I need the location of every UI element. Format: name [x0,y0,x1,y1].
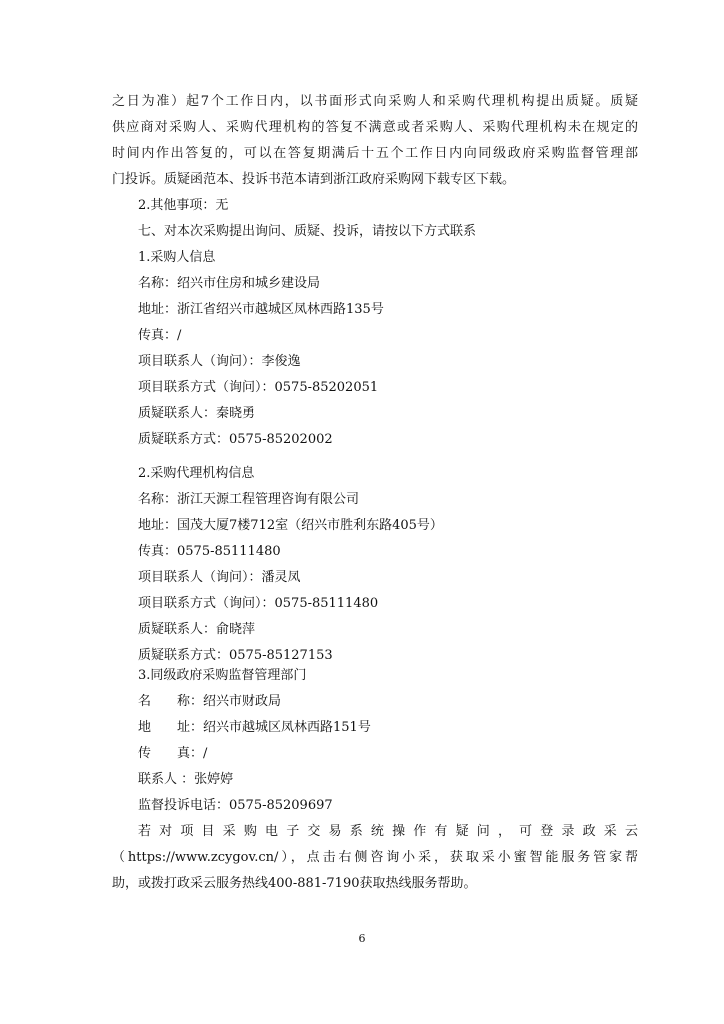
other-matters: 2.其他事项：无 [138,198,229,213]
purchaser-project-contact: 项目联系人（询问）：李俊逸 [138,354,301,369]
agency-complaint-contact: 质疑联系人：俞晓萍 [138,622,256,637]
closing-line-3: 助，或拨打政采云服务热线400-881-7190获取热线服务帮助。 [112,876,477,891]
paragraph-line-1: 之日为准）起7个工作日内，以书面形式向采购人和采购代理机构提出质疑。质疑 [112,94,638,109]
supervisor-contact: 联系人 ：张婷婷 [138,772,234,787]
paragraph-line-3: 时间内作出答复的，可以在答复期满后十五个工作日内向同级政府采购监督管理部 [112,146,638,161]
supervisor-phone: 监督投诉电话：0575-85209697 [138,798,333,813]
purchaser-heading: 1.采购人信息 [138,250,216,265]
supervisor-heading: 3.同级政府采购监督管理部门 [138,668,307,683]
agency-name: 名称：浙江天源工程管理咨询有限公司 [138,492,360,507]
supervisor-fax: 传 真：/ [138,746,208,761]
purchaser-address: 地址：浙江省绍兴市越城区凤林西路135号 [138,302,384,317]
section-heading: 七、对本次采购提出询问、质疑、投诉，请按以下方式联系 [138,224,477,239]
agency-fax: 传真：0575-85111480 [138,544,281,559]
agency-project-contact: 项目联系人（询问）：潘灵凤 [138,570,301,585]
purchaser-fax: 传真：/ [138,328,182,343]
agency-address: 地址：国茂大厦7楼712室（绍兴市胜利东路405号） [138,518,443,533]
supervisor-name: 名 称：绍兴市财政局 [138,694,282,709]
closing-line-2: （https://www.zcygov.cn/），点击右侧咨询小采，获取采小蜜智能服务管家帮 [112,850,638,865]
purchaser-complaint-phone: 质疑联系方式：0575-85202002 [138,432,333,447]
agency-project-phone: 项目联系方式（询问）：0575-85111480 [138,596,379,611]
purchaser-project-phone: 项目联系方式（询问）：0575-85202051 [138,380,379,395]
purchaser-name: 名称：绍兴市住房和城乡建设局 [138,276,321,291]
page-number: 6 [358,932,366,945]
supervisor-address: 地 址：绍兴市越城区凤林西路151号 [138,720,371,735]
closing-line-1: 若对项目采购电子交易系统操作有疑问，可登录政采云 [138,824,638,839]
agency-heading: 2.采购代理机构信息 [138,466,255,481]
agency-complaint-phone: 质疑联系方式：0575-85127153 [138,648,333,663]
paragraph-line-4: 门投诉。质疑函范本、投诉书范本请到浙江政府采购网下载专区下载。 [112,172,516,187]
paragraph-line-2: 供应商对采购人、采购代理机构的答复不满意或者采购人、采购代理机构未在规定的 [112,120,638,135]
purchaser-complaint-contact: 质疑联系人：秦晓勇 [138,406,256,421]
